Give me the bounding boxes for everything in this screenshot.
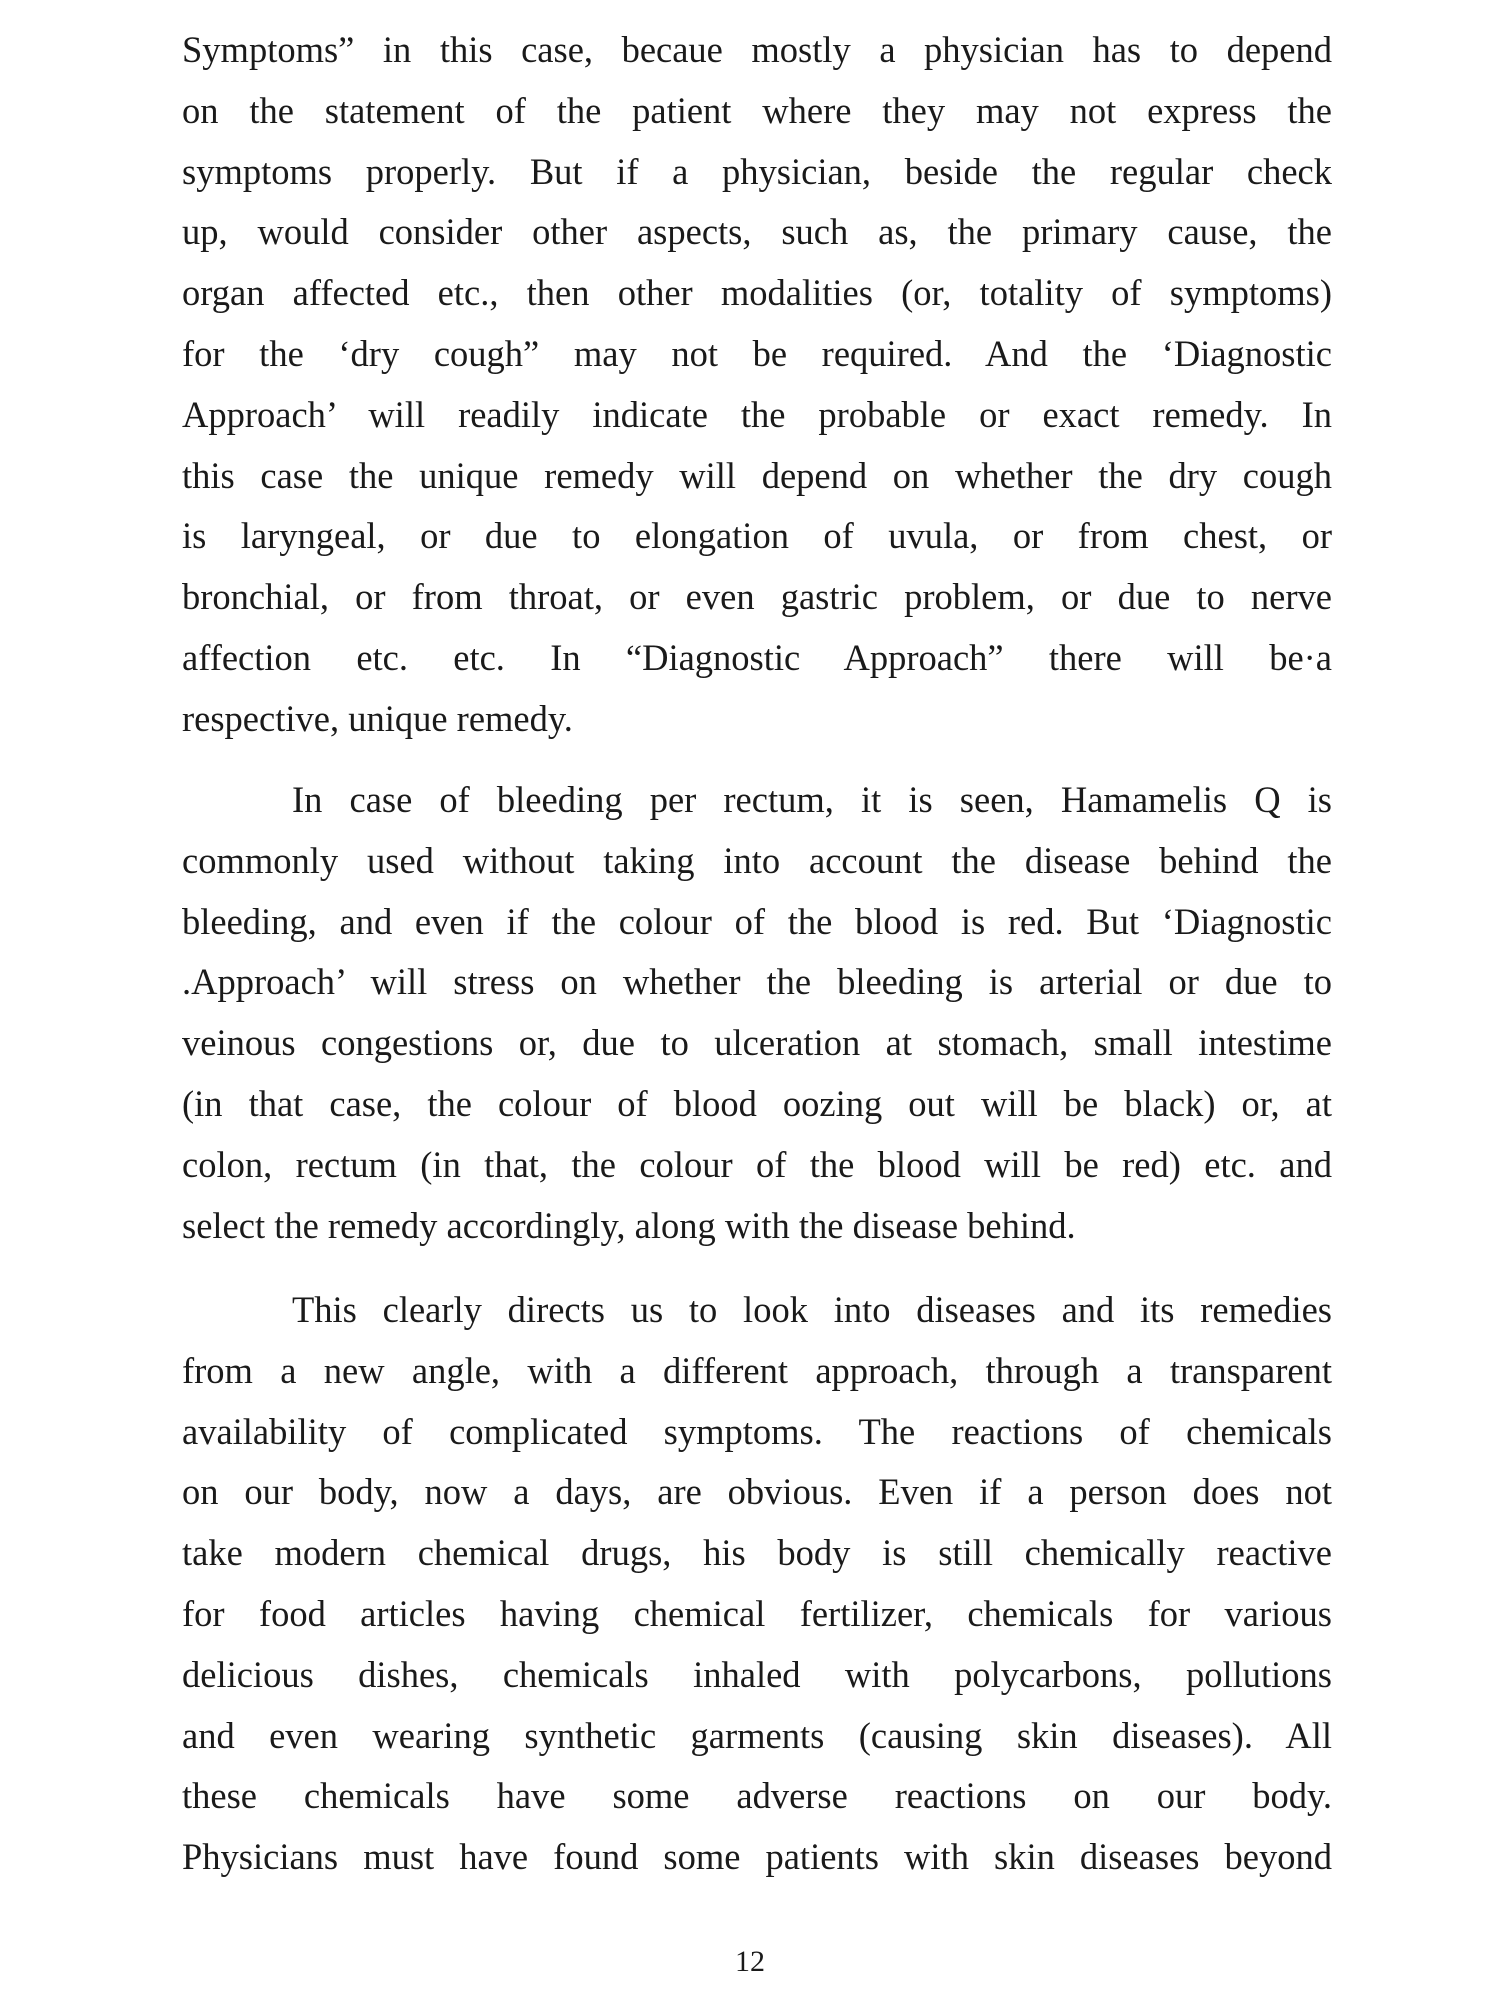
text-line: (in that case, the colour of blood oozing out will be black) or, at — [182, 1082, 1332, 1124]
text-line: commonly used without taking into account the disease behind the — [182, 839, 1332, 881]
text-line: This clearly directs us to look into diseases and its remedies — [292, 1289, 1332, 1330]
text-line: select the remedy accordingly, along with the disease behind. — [182, 1204, 1076, 1246]
text-line: these chemicals have some adverse reactions on our body. — [182, 1775, 1332, 1817]
text-line: .Approach’ will stress on whether the bleeding is arterial or due to — [182, 961, 1332, 1003]
page-number: 12 — [735, 1945, 765, 1978]
text-line: is laryngeal, or due to elongation of uvula, or from chest, or — [182, 515, 1332, 557]
text-line: on the statement of the patient where they may not express the — [182, 89, 1332, 131]
text-line: on our body, now a days, are obvious. Even if a person does not — [182, 1471, 1332, 1513]
text-line: colon, rectum (in that, the colour of the blood will be red) etc. and — [182, 1143, 1332, 1185]
paragraph-3 — [182, 1280, 1332, 1888]
text-line: take modern chemical drugs, his body is still chemically reactive — [182, 1532, 1332, 1574]
text-line: for the ‘dry cough” may not be required. And the ‘Diagnostic — [182, 332, 1332, 374]
text-line: availability of complicated symptoms. The reactions of chemicals — [182, 1410, 1332, 1452]
paragraph-1 — [182, 20, 1332, 750]
text-line: this case the unique remedy will depend on whether the dry cough — [182, 454, 1332, 496]
text-line: bronchial, or from throat, or even gastric problem, or due to nerve — [182, 576, 1332, 618]
text-line: symptoms properly. But if a physician, beside the regular check — [182, 150, 1332, 192]
text-line: veinous congestions or, due to ulceration at stomach, small intestime — [182, 1022, 1332, 1064]
text-line: affection etc. etc. In “Diagnostic Approach” there will be·a — [182, 636, 1332, 678]
text-line: from a new angle, with a different approach, through a transparent — [182, 1349, 1332, 1391]
text-line: respective, unique remedy. — [182, 697, 573, 739]
text-line: and even wearing synthetic garments (causing skin diseases). All — [182, 1714, 1332, 1756]
text-line: delicious dishes, chemicals inhaled with polycarbons, pollutions — [182, 1653, 1332, 1695]
paragraph-2 — [182, 770, 1332, 1256]
text-line: up, would consider other aspects, such as, the primary cause, the — [182, 211, 1332, 253]
text-line: Physicians must have found some patients with skin diseases beyond — [182, 1836, 1332, 1878]
text-line: In case of bleeding per rectum, it is seen, Hamamelis Q is — [292, 779, 1332, 820]
text-line: organ affected etc., then other modalities (or, totality of symptoms) — [182, 272, 1332, 314]
text-line: bleeding, and even if the colour of the blood is red. But ‘Diagnostic — [182, 900, 1332, 942]
text-line: Symptoms” in this case, becaue mostly a physician has to depend — [182, 29, 1332, 70]
text-line: Approach’ will readily indicate the probable or exact remedy. In — [182, 393, 1332, 435]
text-line: for food articles having chemical fertilizer, chemicals for various — [182, 1592, 1332, 1634]
